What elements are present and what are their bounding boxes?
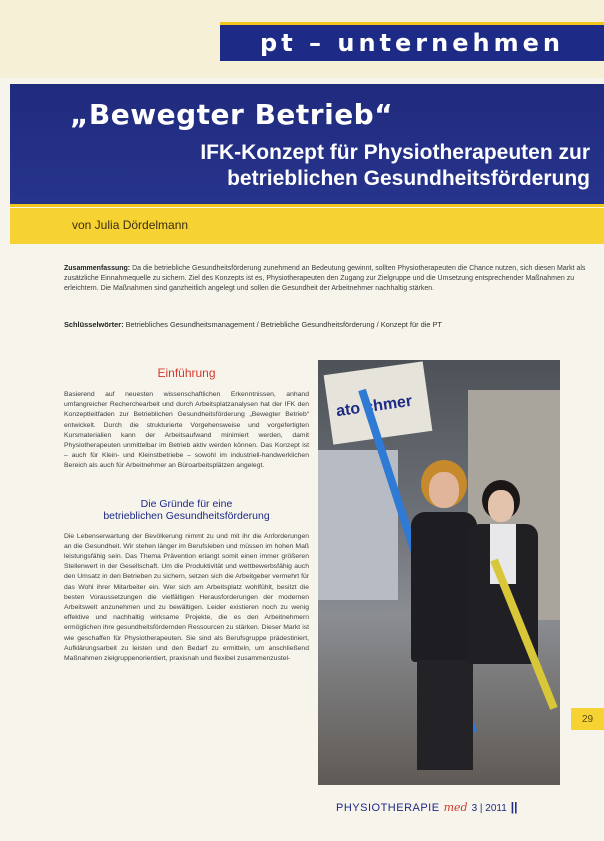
article-subtitle: IFK-Konzept für Physiotherapeuten zur betrieblichen Gesundheitsförderung (200, 141, 590, 190)
footer-magazine: PHYSIOTHERAPIE (336, 802, 440, 814)
footer (336, 800, 586, 814)
intro-heading: Einführung (157, 366, 216, 380)
keywords-label: Schlüsselwörter: (64, 320, 124, 329)
article-title: „Bewegter Betrieb“ (70, 98, 394, 131)
keywords (64, 320, 592, 329)
section-tab (220, 22, 604, 61)
author-byline: von Julia Dördelmann (72, 218, 189, 232)
intro-paragraph: Basierend auf neuesten wissenschaftlichen Erkenntnissen, anhand umfangreicher Recherchearbeit und durch Arbeitsplatzanalysen hat der IFK den Konzeptleitfaden zur Betrieblichen Gesundheitsförderung „Bewegter Betrieb“ entwickelt. Durch die strukturierte Vorgehensweise und vorgefertigten Kursmaterialien kann der Arbeitsaufwand minimiert werden, damit Physiotherapeuten unmittelbar im Betrieb aktiv werden können. Das Konzept ist – auch für Klein- und Kleinstbetriebe – sowohl im industriell-handwerklichen Bereich als auch für Arbeitnehmer an Büroarbeitsplätzen angelegt. (64, 391, 309, 470)
woman1-face (429, 472, 459, 508)
footer-issue: 3 | 2011 (471, 803, 507, 814)
photo-sign-text: ato chmer (335, 392, 414, 421)
reasons-heading-line2: betrieblichen Gesundheitsförderung (103, 509, 270, 522)
keywords-text: Betriebliches Gesundheitsmanagement / Betriebliche Gesundheitsförderung / Konzept für die PT (123, 320, 442, 329)
author-band (10, 208, 604, 244)
footer-med-logo: med (443, 801, 468, 814)
reasons-paragraph: Die Lebenserwartung der Bevölkerung nimmt zu und mit ihr die Anforderungen an die Gesundheit. Wir stehen länger im Berufsleben und müssen im hohen Maß leistungsfähig sein. Das Thema Prävention erlangt somit einen immer größeren Stellenwert in der Gesellschaft. Um die Produktivität und wettbewerbsfähig auch den Umsatz in den Betrieben zu sichern, setzen sich die Arbeitgeber vermehrt für das Wohl ihrer Mitarbeiter ein. Wer sich am Arbeitsplatz wohlfühlt, besitzt die besten Voraussetzungen die vielfältigen Herausforderungen der modernen Arbeitswelt anzunehmen und zu bewältigen. Leider existieren noch zu wenig effektive und nachhaltig wirksame Projekte, die es den Arbeitnehmern ermöglichen ihre gesundheitsfördernden Ressourcen zu stärken. Dieser Markt ist wie geschaffen für Physiotherapeuten. Sie sind als Berufsgruppe prädestiniert, Aufklärungsarbeit zu leisten und den Bedarf zu ermitteln, um anschließend Maßnahmen zielgruppenorientiert, praxisnah und flexibel zusammenzustel- (64, 532, 309, 663)
abstract-text: Da die betriebliche Gesundheitsförderung zunehmend an Bedeutung gewinnt, sollten Physiotherapeuten die Chance nutzen, sich diesen Markt als zusätzliche Einnahmequelle zu sichern. Ziel des Konzepts ist es, Physiotherapeuten den Zugang zur Zielgruppe und die Umsetzung entsprechender Maßnahmen zu erleichtern. Die Maßnahmen sind ganzheitlich angelegt und sollen die Gesundheit der Arbeitnehmer nachhaltig stärken. (64, 265, 586, 292)
reasons-heading-line1: Die Gründe für eine (140, 497, 233, 510)
left-column (64, 362, 309, 664)
article-photo (318, 360, 560, 785)
footer-bars: || (510, 800, 518, 814)
abstract (64, 264, 592, 293)
page-number-tab (571, 708, 604, 730)
woman-with-yellow-band (458, 480, 548, 760)
woman2-face (488, 490, 514, 522)
hero-banner (10, 84, 604, 207)
abstract-label: Zusammenfassung: (64, 265, 131, 272)
page-number: 29 (581, 713, 594, 725)
section-label: pt – unternehmen (260, 29, 564, 57)
reasons-heading (64, 498, 309, 522)
